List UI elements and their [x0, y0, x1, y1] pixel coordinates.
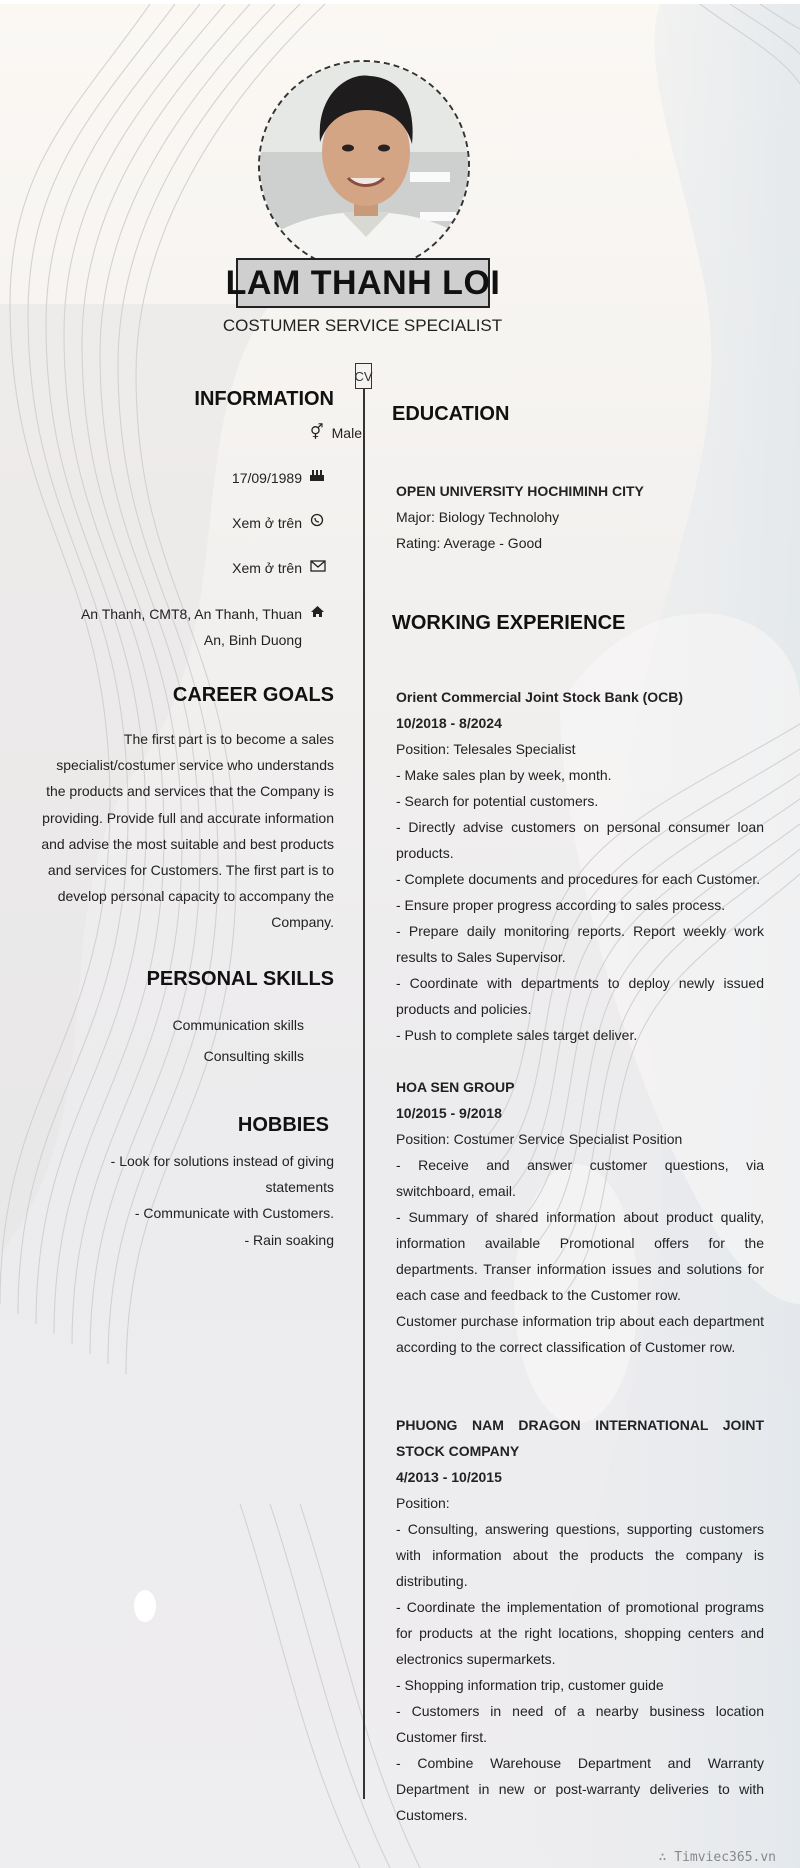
job-duty: - Make sales plan by week, month. [396, 767, 612, 783]
info-birthday [232, 465, 302, 491]
job-duty: - Prepare daily monitoring reports. Report weekly work results to Sales Supervisor. [396, 923, 764, 965]
hobby-line: statements [265, 1179, 334, 1196]
career-goal-line: Company. [271, 914, 334, 931]
watermark-icon: ∴ [658, 1850, 675, 1865]
person-name: LAM THANH LOI [225, 263, 501, 302]
timeline-divider [363, 389, 365, 1799]
hobbies-heading: HOBBIES [237, 1114, 329, 1136]
job-duty: - Combine Warehouse Department and Warranty Department in new or post-warranty deliveries to with Customers. [396, 1755, 764, 1823]
name-box [225, 258, 501, 308]
profile-photo [260, 62, 470, 272]
job-company: PHUONG NAM DRAGON INTERNATIONAL JOINT STOCK COMPANY [396, 1417, 764, 1459]
education-heading: EDUCATION [392, 403, 510, 425]
birthday-text: 17/09/1989 [231, 470, 302, 486]
job-title: COSTUMER SERVICE SPECIALIST [222, 316, 503, 335]
job-duty: - Customers in need of a nearby business location Customer first. [396, 1703, 764, 1745]
hobbies-list [111, 1148, 334, 1253]
job-duty: - Receive and answer customer questions, via switchboard, email. [396, 1157, 764, 1199]
watermark-text: Timviec365.vn [674, 1850, 776, 1865]
job-period: 10/2018 - 8/2024 [396, 715, 502, 731]
job-period: 10/2015 - 9/2018 [396, 1105, 502, 1121]
education-major: Major: Biology Technolohy [396, 509, 560, 525]
job-period: 4/2013 - 10/2015 [396, 1469, 502, 1485]
job-duty: - Search for potential customers. [396, 793, 599, 809]
job-ocb [396, 684, 764, 1048]
career-goal-line: and advise the most suitable and best products [41, 835, 334, 852]
career-goal-line: and services for Customers. The first part is to [47, 862, 334, 879]
birthday-cake-icon [309, 465, 325, 491]
job-hoa-sen [396, 1074, 764, 1360]
gender-text: Male [331, 425, 362, 441]
hobby-line: - Rain soaking [244, 1231, 334, 1248]
information-heading: INFORMATION [194, 388, 334, 410]
cv-mark: CV [355, 363, 372, 389]
career-goal-line: The first part is to become a sales [123, 731, 334, 747]
job-position: Position: Telesales Specialist [396, 741, 576, 757]
watermark [659, 1850, 776, 1865]
envelope-icon [310, 555, 326, 581]
job-duty: - Directly advise customers on personal consumer loan products. [396, 819, 764, 861]
career-goal-line: develop personal capacity to accompany the [57, 888, 334, 905]
job-duty: Customer purchase information trip about each department according to the correct classification of Customer row. [396, 1313, 764, 1355]
job-duty: - Ensure proper progress according to sales process. [396, 897, 726, 913]
skills-list [173, 1010, 304, 1072]
home-icon [310, 601, 325, 627]
job-duty: - Coordinate with departments to deploy newly issued products and policies. [396, 975, 764, 1017]
career-goal-line: specialist/costumer service who understands [56, 757, 334, 774]
job-phuong-nam [396, 1412, 764, 1828]
info-phone [232, 510, 302, 536]
education-block [396, 478, 764, 556]
job-duty: - Push to complete sales target deliver. [396, 1027, 638, 1043]
job-duty: - Complete documents and procedures for each Customer. [396, 871, 761, 887]
job-duty: - Consulting, answering questions, supporting customers with information about the products the company is distributing. [396, 1521, 764, 1589]
job-position: Position: Costumer Service Specialist Position [396, 1131, 683, 1147]
hobby-line: - Communicate with Customers. [134, 1205, 334, 1222]
info-address [81, 601, 302, 653]
education-rating: Rating: Average - Good [396, 535, 543, 551]
job-company: Orient Commercial Joint Stock Bank (OCB) [396, 689, 684, 705]
hobby-line: - Look for solutions instead of giving [110, 1153, 334, 1169]
email-text: Xem ở trên [232, 560, 302, 576]
career-goals-heading: CAREER GOALS [172, 684, 334, 706]
job-duty: - Shopping information trip, customer guide [396, 1677, 664, 1693]
avatar [258, 60, 470, 272]
info-gender [332, 420, 362, 446]
job-position: Position: [396, 1495, 450, 1511]
cv-page [0, 4, 800, 1868]
career-goal-line: the products and services that the Company is [46, 783, 334, 800]
info-email [232, 555, 302, 581]
phone-text: Xem ở trên [232, 515, 302, 531]
job-company: HOA SEN GROUP [396, 1079, 515, 1095]
career-goal-line: providing. Provide full and accurate information [42, 809, 334, 826]
career-goals-text [14, 726, 334, 936]
personal-skills-heading: PERSONAL SKILLS [146, 968, 334, 990]
gender-icon: ⚥ [310, 424, 324, 441]
experience-heading: WORKING EXPERIENCE [392, 612, 626, 634]
school-name: OPEN UNIVERSITY HOCHIMINH CITY [396, 483, 644, 499]
skill-item: Communication skills [172, 1017, 304, 1033]
skill-item: Consulting skills [203, 1048, 304, 1064]
address-line-2: An, Binh Duong [203, 632, 302, 648]
phone-icon [310, 510, 324, 536]
job-duty: - Summary of shared information about product quality, information available Promotional offers for the departments. Transer information issues and solutions for each case and feedback to the Customer row. [396, 1209, 764, 1303]
job-duty: - Coordinate the implementation of promotional programs for products at the right locations, shopping centers and electronics supermarkets. [396, 1599, 764, 1667]
address-line-1: An Thanh, CMT8, An Thanh, Thuan [80, 606, 302, 622]
